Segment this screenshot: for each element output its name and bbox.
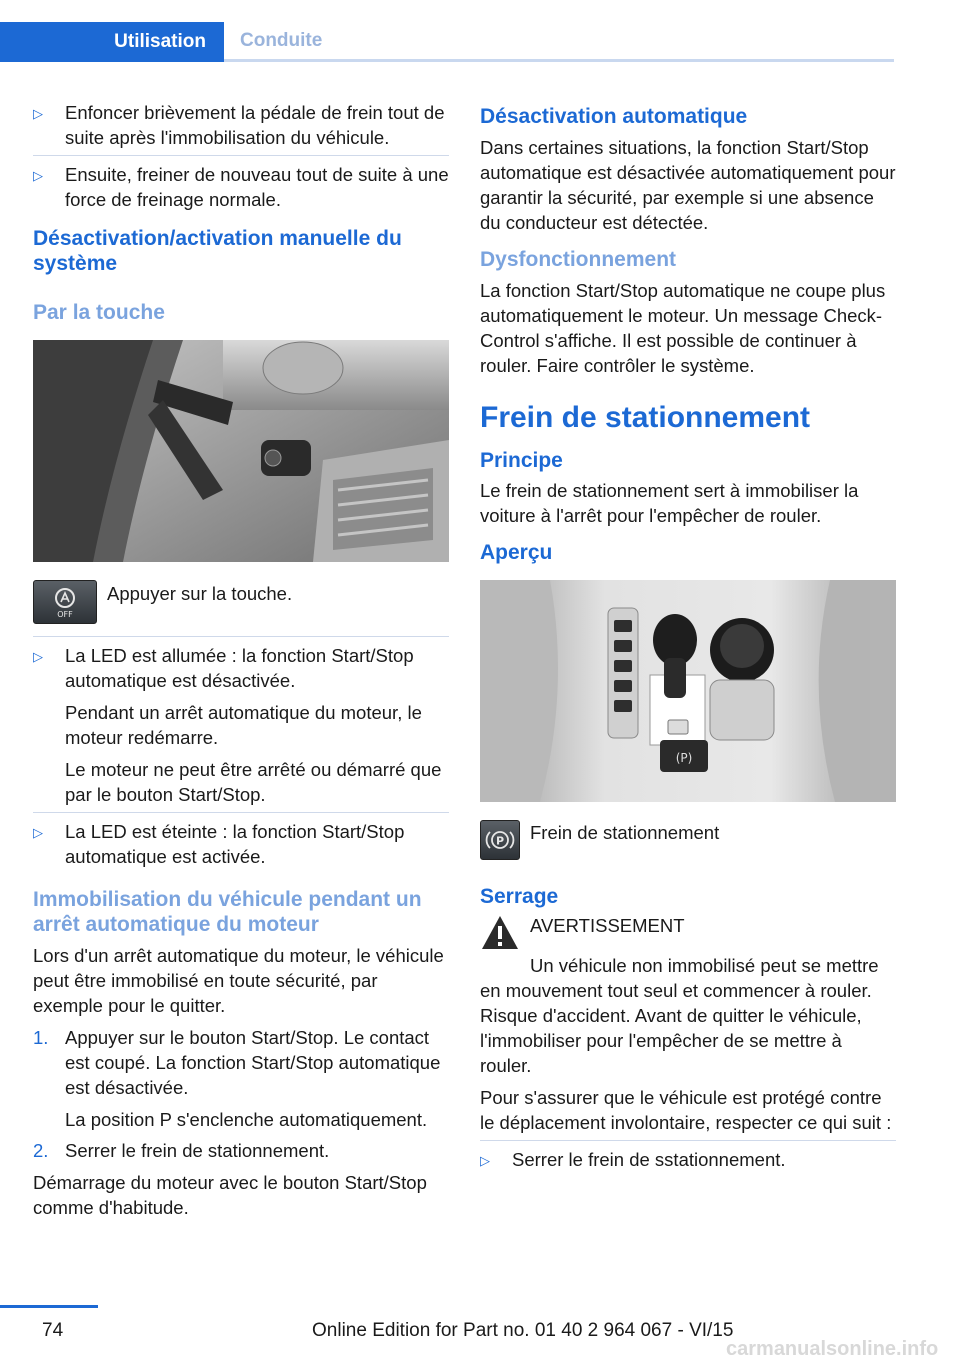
divider bbox=[480, 1140, 896, 1141]
svg-text:(P): (P) bbox=[675, 751, 693, 765]
tab-conduite[interactable]: Conduite bbox=[224, 22, 894, 62]
numbered-step bbox=[33, 1138, 449, 1163]
subsection-heading: Par la touche bbox=[33, 301, 165, 324]
edition-text: Online Edition for Part no. 01 40 2 964 067 - VI/15 bbox=[312, 1320, 734, 1341]
svg-text:OFF: OFF bbox=[57, 610, 73, 619]
auto-start-stop-off-icon bbox=[33, 580, 97, 624]
step-text: Appuyer sur le bouton Start/Stop. Le contact est coupé. La fonction Start/Stop automatique est désactivée. bbox=[65, 1027, 441, 1098]
numbered-step bbox=[33, 1025, 449, 1100]
page-number: 74 bbox=[42, 1320, 64, 1341]
divider bbox=[33, 636, 449, 637]
step-number: 1. bbox=[33, 1027, 49, 1048]
triangle-bullet-icon: ▷ bbox=[33, 649, 43, 664]
bullet-text: La LED est éteinte : la fonction Start/Stop automatique est activée. bbox=[65, 821, 405, 867]
paragraph: Dans certaines situations, la fonction Start/Stop automatique est désactivée automatiquement pour garantir la sécurité, par exemple si une absence du conducteur est détectée. bbox=[480, 137, 896, 233]
section-heading: Désactivation automatique bbox=[480, 105, 748, 128]
warning-title: AVERTISSEMENT bbox=[530, 915, 685, 936]
center-console-photo bbox=[480, 580, 896, 802]
steering-column-illustration bbox=[33, 340, 449, 562]
divider bbox=[33, 155, 449, 156]
bullet-item bbox=[33, 643, 449, 693]
step-number: 2. bbox=[33, 1140, 49, 1161]
subsection-heading: Dysfonctionnement bbox=[480, 248, 677, 271]
bullet-text: Ensuite, freiner de nouveau tout de suite à une force de freinage normale. bbox=[65, 164, 449, 210]
section-heading: Serrage bbox=[480, 885, 559, 908]
steering-column-photo bbox=[33, 340, 449, 562]
bullet-text: La LED est allumée : la fonction Start/Stop automatique est désactivée. bbox=[65, 645, 414, 691]
right-column bbox=[480, 100, 896, 1173]
bullet-text: Enfoncer brièvement la pédale de frein tout de suite après l'immobilisation du véhicule. bbox=[65, 102, 445, 148]
triangle-bullet-icon: ▷ bbox=[33, 825, 43, 840]
svg-text:P: P bbox=[495, 834, 505, 848]
step-text: Serrer le frein de stationnement. bbox=[65, 1140, 330, 1161]
icon-caption-row bbox=[33, 580, 449, 624]
paragraph: Pour s'assurer que le véhicule est protégé contre le déplacement involontaire, respecter ce qui suit : bbox=[480, 1087, 892, 1133]
icon-caption: Appuyer sur la touche. bbox=[107, 583, 293, 604]
warning-text: Un véhicule non immobilisé peut se mettre en mouvement tout seul et commencer à rouler. Risque d'accident. Avant de quitter le véhicule, l'immobiliser pour l'empêcher de se mettre à rouler. bbox=[480, 955, 879, 1076]
chapter-heading: Frein de stationnement bbox=[480, 401, 811, 434]
triangle-bullet-icon: ▷ bbox=[480, 1153, 490, 1168]
page-header bbox=[0, 0, 960, 62]
triangle-bullet-icon: ▷ bbox=[33, 106, 43, 121]
section-heading: Principe bbox=[480, 449, 563, 472]
warning-triangle-icon bbox=[480, 913, 520, 953]
left-column bbox=[33, 100, 449, 1220]
icon-caption-row bbox=[480, 820, 896, 860]
section-heading: Aperçu bbox=[480, 541, 553, 564]
watermark: carmanualsonline.info bbox=[726, 1338, 939, 1360]
parking-brake-icon bbox=[480, 820, 520, 860]
warning-block bbox=[480, 913, 896, 953]
paragraph: La position P s'enclenche automatiquement. bbox=[65, 1109, 428, 1130]
tab-utilisation[interactable]: Utilisation bbox=[0, 22, 224, 62]
triangle-bullet-icon: ▷ bbox=[33, 168, 43, 183]
bullet-item bbox=[33, 100, 449, 150]
divider bbox=[33, 812, 449, 813]
bullet-item bbox=[480, 1147, 896, 1173]
subsection-heading: Immobilisation du véhicule pendant un arrêt automatique du moteur bbox=[33, 888, 422, 936]
paragraph: Le moteur ne peut être arrêté ou démarré que par le bouton Start/Stop. bbox=[65, 759, 442, 805]
paragraph: Lors d'un arrêt automatique du moteur, le véhicule peut être immobilisé en toute sécurité, par exemple pour le quitter. bbox=[33, 945, 444, 1016]
section-heading: Désactivation/activation manuelle du système bbox=[33, 227, 402, 275]
footer-rule bbox=[0, 1305, 98, 1308]
paragraph: Démarrage du moteur avec le bouton Start/Stop comme d'habitude. bbox=[33, 1172, 427, 1218]
center-console-illustration bbox=[480, 580, 896, 802]
paragraph: Pendant un arrêt automatique du moteur, le moteur redémarre. bbox=[65, 702, 422, 748]
icon-caption: Frein de stationnement bbox=[530, 822, 720, 843]
bullet-item bbox=[33, 819, 449, 869]
bullet-item bbox=[33, 162, 449, 212]
paragraph: Le frein de stationnement sert à immobiliser la voiture à l'arrêt pour l'empêcher de rouler. bbox=[480, 480, 859, 526]
bullet-text: Serrer le frein de sstationnement. bbox=[512, 1149, 786, 1170]
paragraph: La fonction Start/Stop automatique ne coupe plus automatiquement le moteur. Un message Check-Control s'affiche. Il est possible de continuer à rouler. Faire contrôler le système. bbox=[480, 280, 886, 376]
